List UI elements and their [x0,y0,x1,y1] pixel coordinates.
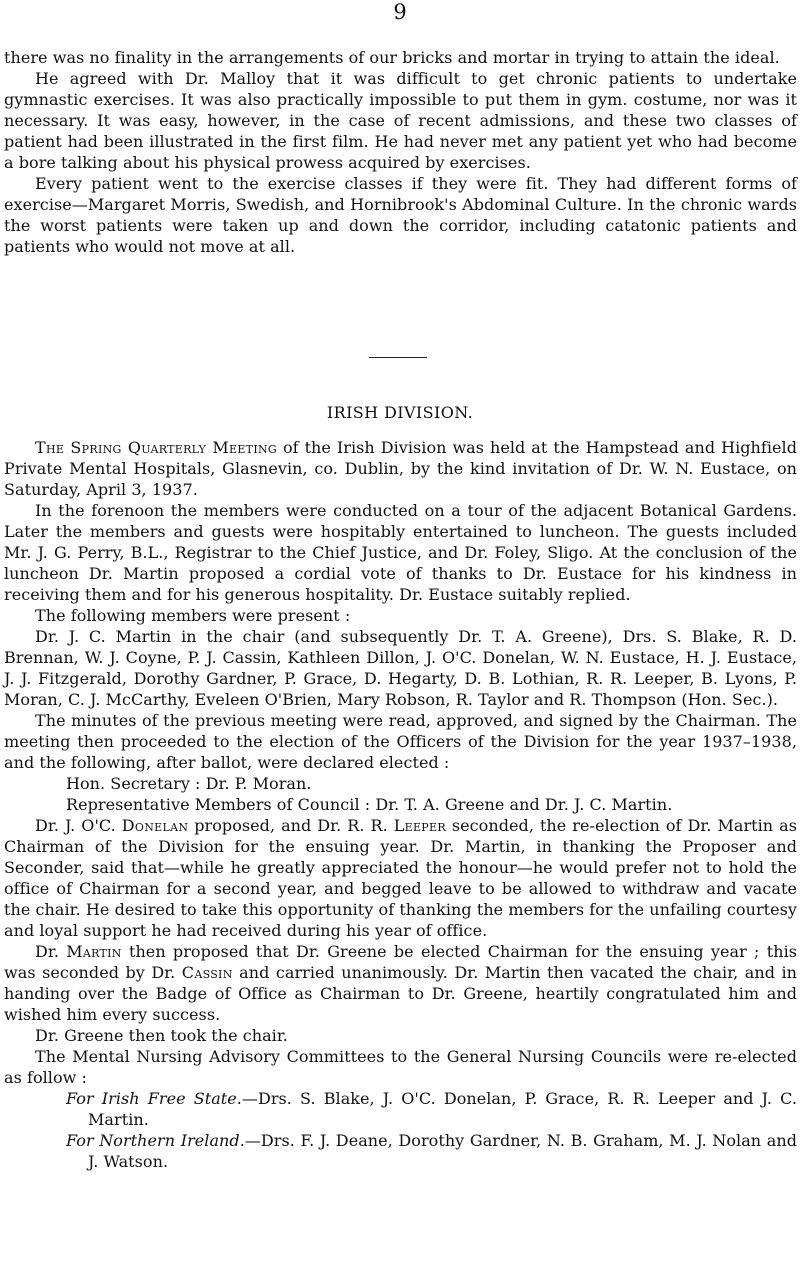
committee-entry [4,1088,797,1130]
paragraph-text: seconded, the re-election of Dr. Martin as Chairman of the Division for the ensuing year. Dr. Martin, in thanking the Proposer and Seconder, said that—while he greatly appreciated the honour—he would prefer not to hold the office of Chairman for a second year, and begged leave to be allowed to withdraw and vacate the chair. He desired to take this opportunity of thanking the members for the unfailing courtesy and loyal support he had received during his year of office. [4,816,798,940]
person-name: Martin [66,942,122,961]
committee-members: —Drs. S. Blake, J. O'C. Donelan, P. Grace, R. R. Leeper and J. C. Martin. [88,1089,797,1129]
paragraph: The following members were present : [35,606,351,625]
paragraph: He agreed with Dr. Malloy that it was difficult to get chronic patients to undertake gymnastic exercises. It was also practically impossible to put them in gym. costume, nor was it necessary. It was easy, however, in the case of recent admissions, and these two classes of patient had been illustrated in the first film. He had never met any patient yet who had become a bore talking about his physical prowess acquired by exercises. [4,69,797,172]
section-divider [369,357,427,358]
paragraph [4,437,797,500]
paragraph: The Mental Nursing Advisory Committees to the General Nursing Councils were re-elected as follow : [4,1047,797,1087]
person-name: Leeper [393,816,446,835]
person-name: Cassin [181,963,233,982]
officer-entry: Representative Members of Council : Dr. T. A. Greene and Dr. J. C. Martin. [66,795,673,814]
paragraph: there was no finality in the arrangements of our bricks and mortar in trying to attain the ideal. [4,48,780,67]
paragraph: In the forenoon the members were conducted on a tour of the adjacent Botanical Gardens. Later the members and guests were hospitably entertained to luncheon. The guests included Mr. J. G. Perry, B.L., Registrar to the Chief Justice, and Dr. Foley, Sligo. At the conclusion of the luncheon Dr. Martin proposed a cordial vote of thanks to Dr. Eustace for his kindness in receiving them and for his generous hospitality. Dr. Eustace suitably replied. [4,501,797,604]
person-name: Donelan [121,816,189,835]
section-heading: IRISH DIVISION. [326,403,474,422]
officer-entry: Hon. Secretary : Dr. P. Moran. [66,774,312,793]
paragraph-text: then proposed that Dr. Greene be elected Chairman for the ensuing year ; this was seconded by Dr. [4,942,797,982]
paragraph: Every patient went to the exercise classes if they were fit. They had different forms of exercise—Margaret Morris, Swedish, and Hornibrook's Abdominal Culture. In the chronic wards the worst patients were taken up and down the corridor, including catatonic patients and patients who would not move at all. [4,174,797,256]
committee-entry [4,1130,797,1172]
paragraph-text: and carried unanimously. Dr. Martin then vacated the chair, and in handing over the Badge of Office as Chairman to Dr. Greene, heartily congratulated him and wished him every success. [4,963,798,1024]
paragraph: The minutes of the previous meeting were read, approved, and signed by the Chairman. The meeting then proceeded to the election of the Officers of the Division for the year 1937–1938, and the following, after ballot, were declared elected : [4,711,797,772]
meeting-title: The Spring Quarterly Meeting [35,438,277,457]
continued-discussion [4,47,797,257]
paragraph [4,941,797,1025]
paragraph-text: Dr. J. O'C. [35,816,122,835]
committee-label: For Irish Free State. [66,1089,242,1108]
members-list: Dr. J. C. Martin in the chair (and subsequently Dr. T. A. Greene), Drs. S. Blake, R. D. Brennan, W. J. Coyne, P. J. Cassin, Kathleen Dillon, J. O'C. Donelan, W. N. Eustace, H. J. Eustace, J. J. Fitzgerald, Dorothy Gardner, P. Grace, D. Hegarty, D. B. Lothian, R. R. Leeper, B. Lyons, P. Moran, C. J. McCarthy, Eveleen O'Brien, Mary Robson, R. Taylor and R. Thompson (Hon. Sec.). [4,627,797,709]
paragraph [4,815,797,941]
irish-division-report [4,437,797,1172]
paragraph-text: proposed, and Dr. R. R. [188,816,394,835]
paragraph-text: of the Irish Division was held at the Hampstead and Highfield Private Mental Hospitals, Glasnevin, co. Dublin, by the kind invitation of Dr. W. N. Eustace, on Saturday, April 3, 1937. [4,438,798,499]
page-number: 9 [393,0,407,24]
paragraph-text: Dr. [35,942,67,961]
paragraph: Dr. Greene then took the chair. [35,1026,288,1045]
committee-members: —Drs. F. J. Deane, Dorothy Gardner, N. B. Graham, M. J. Nolan and J. Watson. [88,1131,797,1171]
committee-label: For Northern Ireland. [66,1131,245,1150]
